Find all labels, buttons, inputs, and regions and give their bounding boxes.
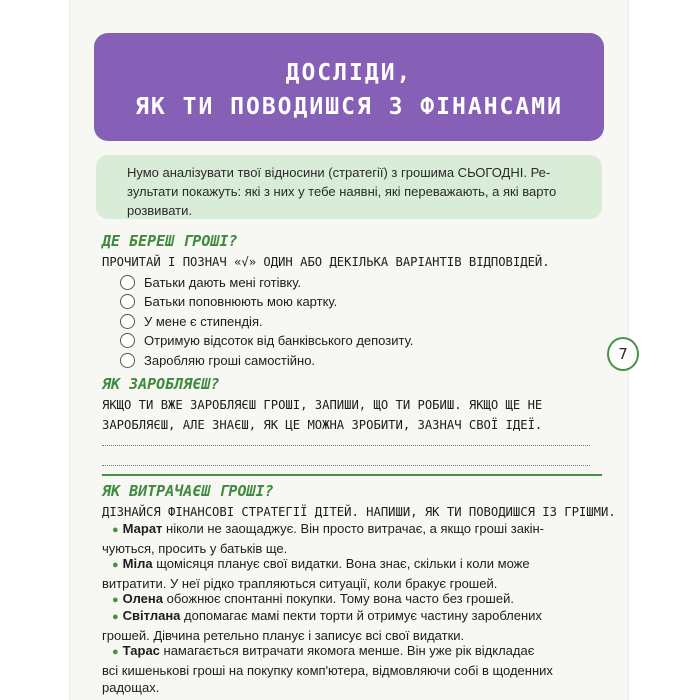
child-name: Світлана bbox=[122, 608, 181, 623]
section-heading-how-spend: ЯК ВИТРАЧАЄШ ГРОШІ? bbox=[102, 482, 274, 500]
child-text-cont: всі кишенькові гроші на покупку комп'ютера, відмовляючи собі в щоденних bbox=[102, 662, 553, 678]
checkbox-circle[interactable] bbox=[120, 294, 135, 309]
bullet-icon: ● bbox=[112, 594, 119, 606]
option-label: Батьки дають мені готівку. bbox=[144, 275, 302, 290]
answer-line-1[interactable] bbox=[102, 445, 590, 446]
section2-instruction-line-2: ЗАРОБЛЯЄШ, АЛЕ ЗНАЄШ, ЯК ЦЕ МОЖНА ЗРОБИТИ, ЗАЗНАЧ СВОЇ ІДЕЇ. bbox=[102, 418, 543, 432]
section3-instruction: ДІЗНАЙСЯ ФІНАНСОВІ СТРАТЕГІЇ ДІТЕЙ. НАПИШИ, ЯК ТИ ПОВОДИШСЯ ІЗ ГРІШМИ. bbox=[102, 505, 616, 519]
bullet-icon: ● bbox=[112, 524, 119, 536]
child-text-cont: чуються, просить у батьків ще. bbox=[102, 540, 288, 556]
child-name: Тарас bbox=[122, 643, 160, 658]
title-line-2: ЯК ТИ ПОВОДИШСЯ З ФІНАНСАМИ bbox=[135, 94, 563, 120]
section1-instruction: ПРОЧИТАЙ І ПОЗНАЧ «√» ОДИН АБО ДЕКІЛЬКА ВАРІАНТІВ ВІДПОВІДЕЙ. bbox=[102, 255, 550, 269]
section-heading-how-earn: ЯК ЗАРОБЛЯЄШ? bbox=[102, 375, 220, 393]
checkbox-circle[interactable] bbox=[120, 275, 135, 290]
bullet-icon: ● bbox=[112, 646, 119, 658]
child-paragraph-taras bbox=[102, 642, 606, 697]
section2-instruction-line-1: ЯКЩО ТИ ВЖЕ ЗАРОБЛЯЄШ ГРОШІ, ЗАПИШИ, ЩО ТИ РОБИШ. ЯКЩО ЩЕ НЕ bbox=[102, 398, 543, 412]
child-text: допомагає мамі пекти торти й отримує частину зароблених bbox=[180, 608, 542, 623]
option-label: Заробляю гроші самостійно. bbox=[144, 353, 316, 368]
page-number-badge: 7 bbox=[607, 337, 639, 371]
child-paragraph-svitlana bbox=[102, 607, 606, 644]
child-text-cont: витратити. У неї рідко трапляються ситуації, коли бракує грошей. bbox=[102, 575, 498, 591]
bullet-icon: ● bbox=[112, 559, 119, 571]
bullet-icon: ● bbox=[112, 611, 119, 623]
child-name: Міла bbox=[122, 556, 153, 571]
title-banner bbox=[94, 33, 604, 141]
child-name: Марат bbox=[122, 521, 163, 536]
answer-line-2[interactable] bbox=[102, 465, 590, 466]
child-paragraph-marat bbox=[102, 520, 606, 557]
child-text: щомісяця планує свої видатки. Вона знає, скільки і коли може bbox=[152, 556, 530, 571]
workbook-page bbox=[70, 0, 628, 700]
child-text-cont: грошей. Дівчина ретельно планує і записує всі свої видатки. bbox=[102, 627, 465, 643]
option-label: У мене є стипендія. bbox=[144, 314, 263, 329]
intro-line-1: Нумо аналізувати твої відносини (стратегії) з грошима СЬОГОДНІ. Ре- bbox=[127, 165, 551, 180]
intro-box bbox=[96, 155, 602, 219]
checkbox-circle[interactable] bbox=[120, 353, 135, 368]
intro-line-3: розвивати. bbox=[127, 203, 192, 218]
child-text-cont: радощах. bbox=[102, 680, 160, 695]
section-divider bbox=[102, 474, 602, 476]
option-label: Батьки поповнюють мою картку. bbox=[144, 294, 338, 309]
intro-text bbox=[127, 163, 587, 220]
child-name: Олена bbox=[122, 591, 163, 606]
checkbox-circle[interactable] bbox=[120, 333, 135, 348]
title-line-1: ДОСЛІДИ, bbox=[285, 60, 413, 86]
child-text: намагається витрачати якомога менше. Він уже рік відкладає bbox=[159, 643, 535, 658]
option-label: Отримую відсоток від банківського депозиту. bbox=[144, 333, 414, 348]
child-text: обожнює спонтанні покупки. Тому вона часто без грошей. bbox=[163, 591, 514, 606]
section-heading-income-source: ДЕ БЕРЕШ ГРОШІ? bbox=[102, 232, 238, 250]
intro-line-2: зультати покажуть: які з них у тебе наявні, які переважають, а які варто bbox=[127, 184, 557, 199]
checkbox-circle[interactable] bbox=[120, 314, 135, 329]
child-paragraph-mila bbox=[102, 555, 606, 592]
child-text: ніколи не заощаджує. Він просто витрачає, а якщо гроші закін- bbox=[162, 521, 545, 536]
